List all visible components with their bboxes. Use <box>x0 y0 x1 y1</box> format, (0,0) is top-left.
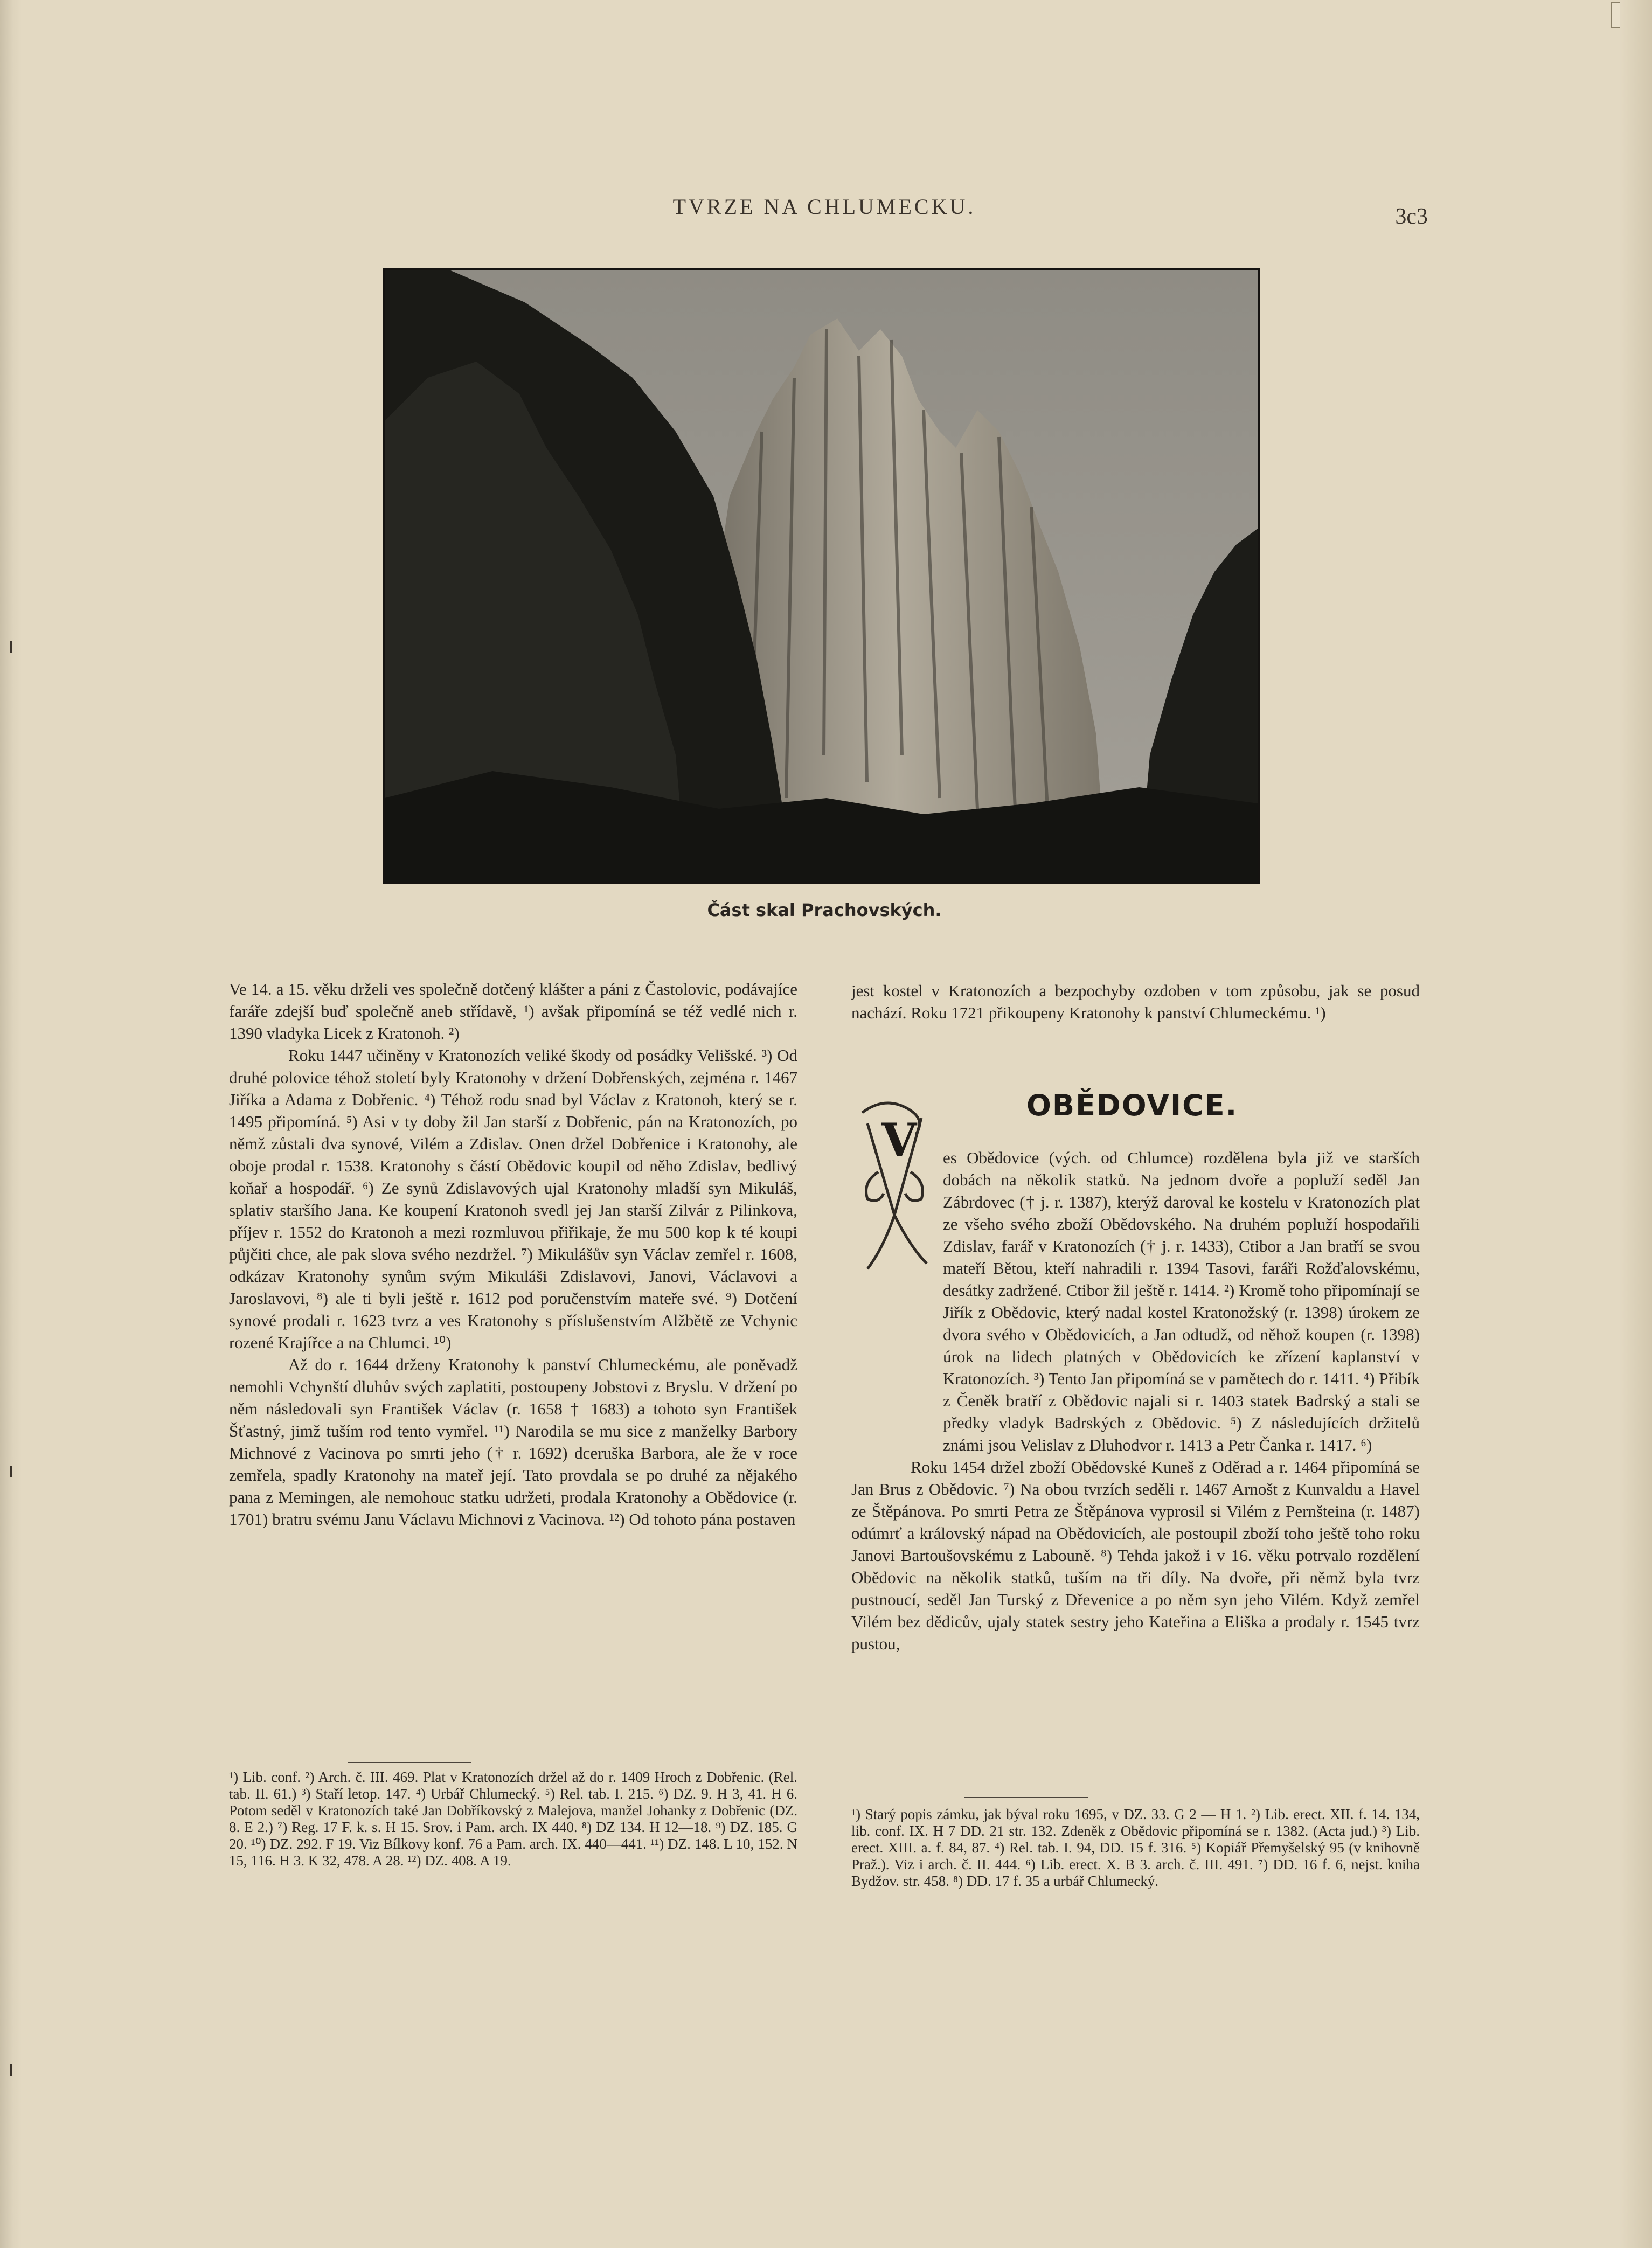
paragraph: Roku 1454 držel zboží Obědovské Kuneš z Oděrad a r. 1464 připomíná se Jan Brus z Obědovic. ⁷) Na obou tvrzích seděli r. 1467 Arnošt z Kunvaldu a Havel ze Štěpánova. Po smrti Petra ze Štěpánova vyprosil si Vilém z Pernšteina (r. 1487) odúmrť a královský nápad na Obědovicích, ale postoupil zboží toho ještě toho roku Janovi Bartoušovskému z Labouně. ⁸) Tehda jakož i v 16. věku potrvalo rozdělení Obědovic na několik statků, tuším na tři díly. Na dvoře, při němž byla tvrz pustnoucí, seděl Jan Turský z Dřevenice a po něm syn jeho Vilém. Když zemřel Vilém bez dědicův, ujaly statek sestry jeho Kateřina a Eliška a prodaly r. 1545 tvrz pustou, <box>851 1458 1420 1653</box>
right-column-intro: jest kostel v Kratonozích a bezpochyby ozdoben v tom způsobu, jak se posud nachází. Roku 1721 přikoupeny Kratonohy k panství Chlumeckému. ¹) <box>851 981 1420 1022</box>
paragraph: Až do r. 1644 drženy Kratonohy k panství Chlumeckému, ale poněvadž nemohli Vchynští dluhův svých zaplatiti, postoupeny Jobstovi z Bryslu. V držení po něm následovali syn František Václav (r. 1658 † 1683) a tohoto syn František Šťastný, jimž tuším rod tento vymřel. ¹¹) Narodila se mu sice z manželky Barbory Michnové z Vacinova po smrti jeho († r. 1692) dceruška Barbora, ale že v roce zemřela, spadly Kratonohy na mateř její. Tato provdala se po druhé za nějakého pana z Memingen, ale nemohouc statku udržeti, prodala Kratonohy a Obědovice (r. 1701) bratru svému Janu Václavu Michnovi z Vacinova. ¹²) Od tohoto pána postaven <box>229 1355 797 1529</box>
footnote-rule <box>964 1797 1088 1798</box>
gutter-mark <box>10 1466 12 1477</box>
paragraph-text: es Obědovice (vých. od Chlumce) rozdělena byla již ve starších dobách na několik statků. Na jednom dvoře a popluží seděl Jan Zábrdovec († j. r. 1387), kterýž daroval ke kostelu v Kratonozích plat ze všeho svého zboží Obědovského. Na druhém popluží hospodařili Zdislav, farář v Kratonozích († j. r. 1433), Ctibor a Jan bratří se svou mateří Bětou, kteří nahradili r. 1394 Tasovi, faráři Rožďalovskému, desátky zadržené. Ctibor žil ještě r. 1414. ²) Kromě toho připomínají se Jiřík z Obědovic, který nadal kostel Kratonožský (r. 1398) úrokem ze dvora svého v Obědovicích, a Jan odtudž, od něhož koupen (r. 1398) úrok na lidech platných v Obědovicích ke zřízení kaplanství v Kratonozích. ³) Tento Jan připomíná se v pamětech do r. 1411. ⁴) Přibík z Čeněk bratří z Obědovic najali si r. 1403 statek Badrský a stali se předky vladyk Badrských z Obědovic. ⁵) Z následujících držitelů známi jsou Velislav z Dluhodvor r. 1413 a Petr Čanka r. 1417. ⁶) <box>943 1148 1420 1454</box>
section-title: OBĚDOVICE. <box>1026 1088 1238 1122</box>
left-column <box>229 978 797 1530</box>
page-number: 3c3 <box>1395 204 1428 229</box>
paragraph: Ve 14. a 15. věku drželi ves společně dotčený klášter a páni z Častolovic, podávajíce faráře zdejší buď společně aneb střídavě, ¹) avšak připomíná se též vedlé nich r. 1390 vladyka Licek z Kratonoh. ²) <box>229 980 797 1043</box>
figure-caption: Část skal Prachovských. <box>707 900 942 920</box>
svg-text:V: V <box>881 1113 917 1167</box>
page-gutter <box>0 0 22 2248</box>
right-column-body <box>851 1147 1420 1655</box>
rock-formation-photo <box>383 268 1260 884</box>
paragraph: Roku 1447 učiněny v Kratonozích veliké škody od posádky Velišské. ³) Od druhé polovice téhož století byly Kratonohy v držení Dobřenských, zejména r. 1467 Jiříka a Adama z Dobřenic. ⁴) Téhož rodu snad byl Václav z Kratonoh, který se r. 1495 připomíná. ⁵) Asi v ty doby žil Jan starší z Dobřenic, pán na Kratonozích, po němž zůstali dva synové, Vilém a Zdislav. Onen držel Dobřenice i Kratonohy, ale oboje prodal r. 1538. Kratonohy s částí Obědovic koupil od něho Zdislav, bedlivý koňař a hospodář. ⁶) Ze synů Zdislavových ujal Kratonohy mladší syn Mikuláš, splativ staršího Jana. Ke koupení Kratonoh svedl jej Jan starší Zilvár z Pilinkova, příjev r. 1552 do Kratonoh a mezi rozmluvou přiřikaje, že mu 500 kop k té koupi půjčiti chce, ale pak slova svého nezdržel. ⁷) Mikulášův syn Václav zemřel r. 1608, odkázav Kratonohy synům svým Mikuláši Zdislavovi, Janovi, Václavovi a Jaroslavovi, ⁸) ale ti byli ještě r. 1612 pod poručenstvím mateře své. ⁹) Dotčení synové prodali r. 1623 tvrz a ves Kratonohy s příslušenstvím Alžbětě ze Vchynic rozené Krajířce a na Chlumci. ¹⁰) <box>229 1046 797 1352</box>
running-title: TVRZE NA CHLUMECKU. <box>672 195 976 219</box>
gutter-mark <box>10 641 12 653</box>
footnote-rule <box>348 1762 471 1763</box>
page-edge <box>1620 0 1652 2248</box>
gutter-mark <box>10 2064 12 2076</box>
paragraph <box>943 1147 1420 1456</box>
footnotes-left: ¹) Lib. conf. ²) Arch. č. III. 469. Plat v Kratonozích držel až do r. 1409 Hroch z Dobřenic. (Rel. tab. II. 61.) ³) Staří letop. 147. ⁴) Urbář Chlumecký. ⁵) Rel. tab. I. 215. ⁶) DZ. 9. H 3, 41. H 6. Potom seděl v Kratonozích také Jan Dobříkovský z Malejova, manžel Johanky z Dobřenic (DZ. 8. E 2.) ⁷) Reg. 17 F. k. s. H 15. Srov. i Pam. arch. IX 440. ⁸) DZ 134. H 12—18. ⁹) DZ. 185. G 20. ¹⁰) DZ. 292. F 19. Viz Bílkovy konf. 76 a Pam. arch. IX. 440—441. ¹¹) DZ. 148. L 10, 152. N 15, 116. H 3. K 32, 478. A 28. ¹²) DZ. 408. A 19. <box>229 1769 797 1869</box>
footnotes-right: ¹) Starý popis zámku, jak býval roku 1695, v DZ. 33. G 2 — H 1. ²) Lib. erect. XII. f. 14. 134, lib. conf. IX. H 7 DD. 21 str. 132. Zdeněk z Obědovic připomíná se r. 1382. (Acta jud.) ³) Lib. erect. XIII. a. f. 84, 87. ⁴) Rel. tab. I. 94, DD. 15 f. 316. ⁵) Kopiář Přemyšelský 95 (v knihovně Praž.). Viz i arch. č. II. 444. ⁶) Lib. erect. X. B 3. arch. č. III. 491. ⁷) DD. 16 f. 6, nejst. kniha Bydžov. str. 458. ⁸) DD. 17 f. 35 a urbář Chlumecký. <box>851 1806 1420 1889</box>
